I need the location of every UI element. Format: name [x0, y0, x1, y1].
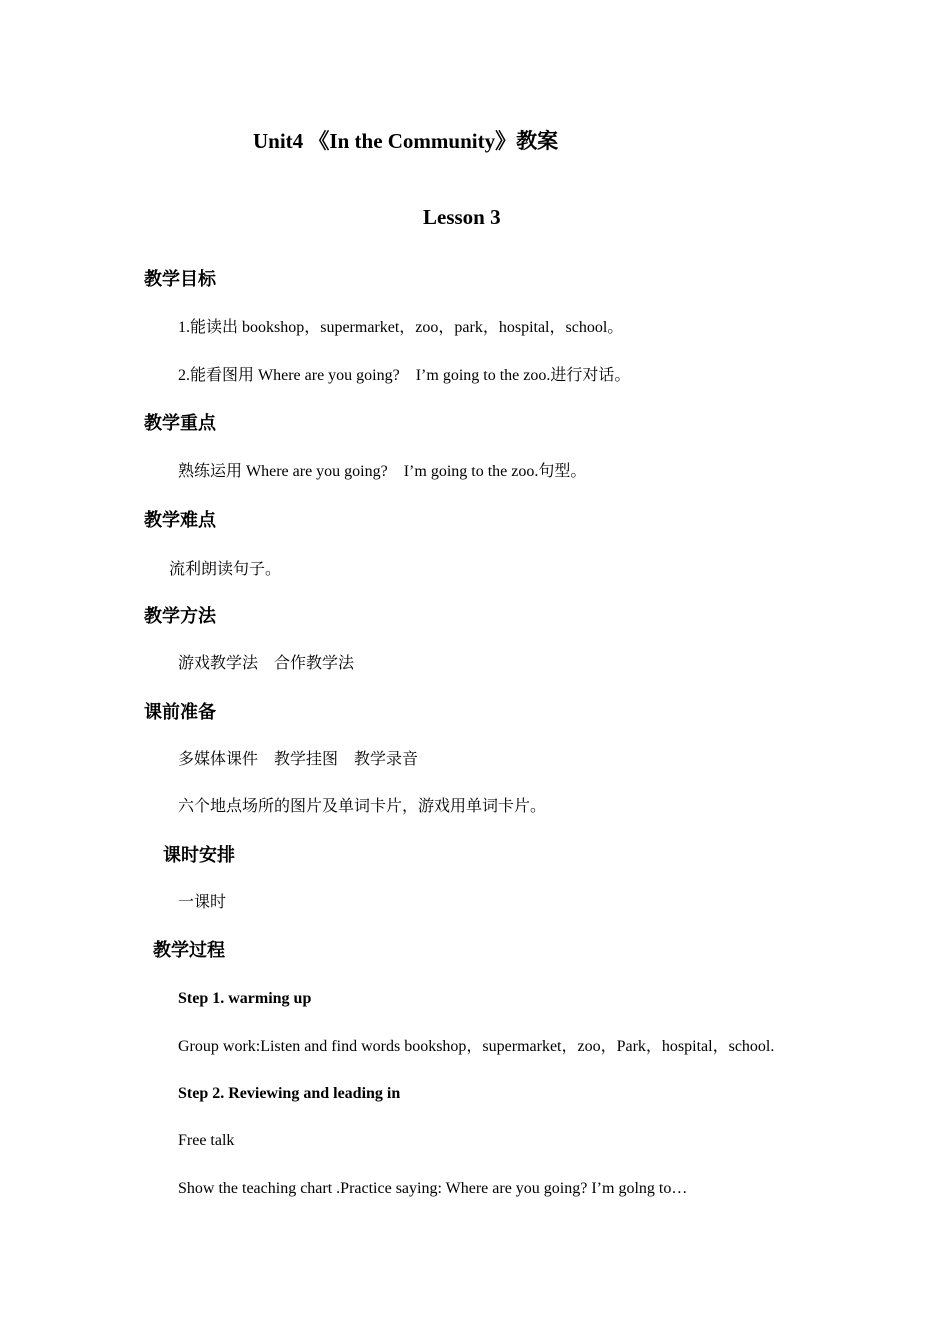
- schedule-heading: 课时安排: [163, 845, 235, 866]
- goals-heading: 教学目标: [144, 269, 216, 290]
- goal-item: 2.能看图用 Where are you going? I’m going to the zoo.进行对话。: [178, 367, 631, 384]
- preparation-item: 六个地点场所的图片及单词卡片，游戏用单词卡片。: [178, 798, 547, 815]
- preparation-item: 多媒体课件 教学挂图 教学录音: [178, 751, 419, 768]
- difficulties-heading: 教学难点: [144, 510, 216, 531]
- preparation-heading: 课前准备: [144, 702, 216, 723]
- difficulties-text: 流利朗读句子。: [169, 561, 282, 578]
- methods-heading: 教学方法: [144, 606, 216, 627]
- methods-text: 游戏教学法 合作教学法: [178, 655, 355, 672]
- step1-title: Step 1. warming up: [178, 990, 312, 1007]
- lesson-title: Lesson 3: [423, 205, 501, 229]
- key-points-text: 熟练运用 Where are you going? I’m going to the zoo.句型。: [178, 463, 587, 480]
- schedule-text: 一课时: [178, 894, 227, 911]
- step2-title: Step 2. Reviewing and leading in: [178, 1085, 401, 1102]
- step1-text: Group work:Listen and find words bookshop，supermarket，zoo，Park，hospital，school.: [178, 1038, 775, 1055]
- document-title: Unit4 《In the Community》教案: [253, 129, 559, 153]
- process-heading: 教学过程: [153, 940, 225, 961]
- step2-item: Show the teaching chart .Practice saying: Where are you going? I’m golng to…: [178, 1180, 688, 1197]
- goal-item: 1.能读出 bookshop，supermarket，zoo，park，hospital，school。: [178, 319, 624, 336]
- key-points-heading: 教学重点: [144, 413, 216, 434]
- step2-item: Free talk: [178, 1132, 235, 1149]
